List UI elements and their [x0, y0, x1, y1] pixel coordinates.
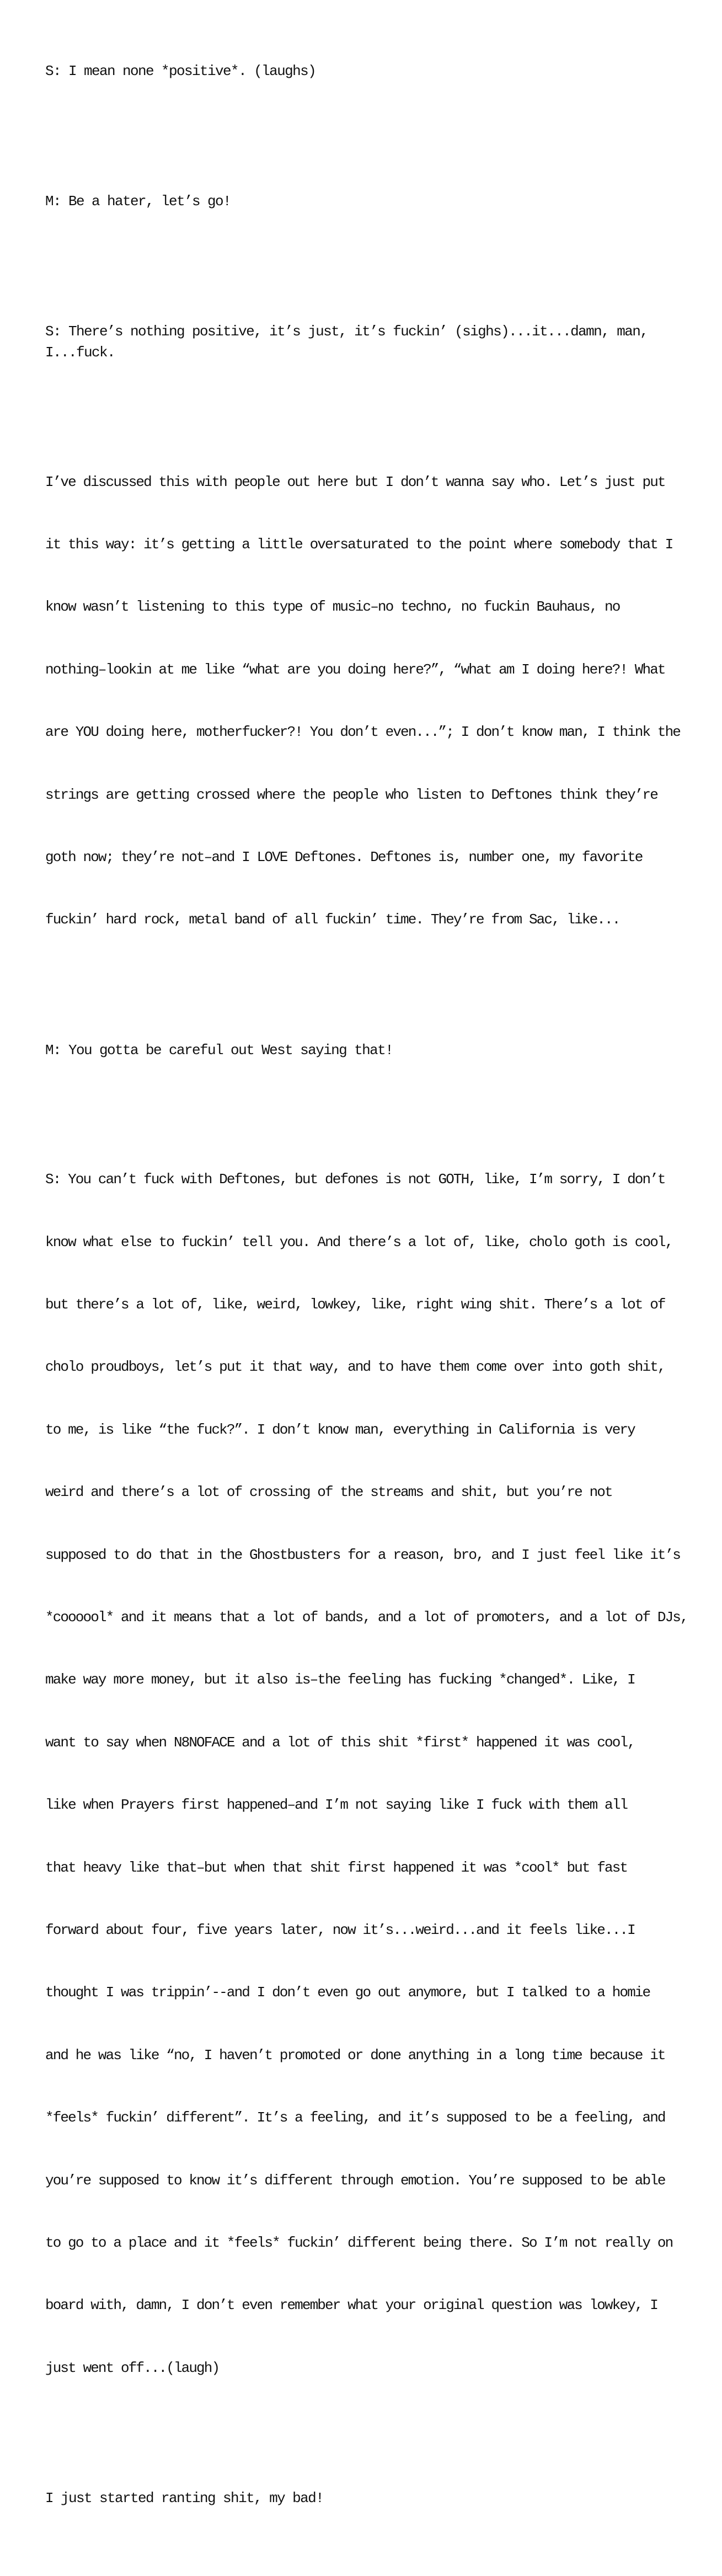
- text-line: make way more money, but it also is–the feeling has fucking *changed*. Like, I: [45, 1671, 635, 1688]
- transcript-paragraph: [45, 19, 713, 124]
- text-line: cholo proudboys, let’s put it that way, and to have them come over into goth shit,: [45, 1359, 665, 1376]
- text-line: fuckin’ hard rock, metal band of all fuckin’ time. They’re from Sac, like...: [45, 911, 620, 928]
- transcript-paragraph: [45, 1128, 713, 2420]
- text-line: to me, is like “the fuck?”. I don’t know man, everything in California is very: [45, 1421, 635, 1438]
- transcript-paragraph: [45, 149, 713, 254]
- text-line: to go to a place and it *feels* fuckin’ different being there. So I’m not really on: [45, 2234, 673, 2251]
- text-line: you’re supposed to know it’s different through emotion. You’re supposed to be able: [45, 2172, 665, 2189]
- text-line: know what else to fuckin’ tell you. And there’s a lot of, like, cholo goth is cool,: [45, 1233, 673, 1250]
- text-line: S: There’s nothing positive, it’s just, it’s fuckin’ (sighs)...it...damn, man, I...fuck.: [45, 323, 656, 361]
- text-line: thought I was trippin’--and I don’t even go out anymore, but I talked to a homie: [45, 1984, 650, 2001]
- transcript-paragraph: [45, 2446, 713, 2551]
- text-line: strings are getting crossed where the people who listen to Deftones think they’re: [45, 786, 657, 803]
- text-line: *feels* fuckin’ different”. It’s a feeling, and it’s supposed to be a feeling, and: [45, 2109, 665, 2126]
- text-line: know wasn’t listening to this type of music–no techno, no fuckin Bauhaus, no: [45, 598, 620, 616]
- text-line: and he was like “no, I haven’t promoted or done anything in a long time because it: [45, 2046, 665, 2064]
- text-line: forward about four, five years later, now it’s...weird...and it feels like...I: [45, 1922, 635, 1938]
- transcript-paragraph: [45, 998, 713, 1103]
- text-line: want to say when N8NOFACE and a lot of this shit *first* happened it was cool,: [45, 1734, 635, 1751]
- text-line: like when Prayers first happened–and I’m not saying like I fuck with them all: [45, 1797, 628, 1814]
- text-line: M: You gotta be careful out West saying that!: [45, 1041, 393, 1059]
- text-line: just went off...(laugh): [45, 2359, 220, 2376]
- text-line: I’ve discussed this with people out here but I don’t wanna say who. Let’s just put: [45, 473, 665, 490]
- text-line: goth now; they’re not–and I LOVE Deftones. Deftones is, number one, my favorite: [45, 848, 643, 865]
- transcript-paragraph: [45, 279, 713, 405]
- text-line: M: Be a hater, let’s go!: [45, 193, 231, 210]
- text-line: supposed to do that in the Ghostbusters for a reason, bro, and I just feel like it’s: [45, 1546, 681, 1563]
- text-line: S: I mean none *positive*. (laughs): [45, 63, 316, 79]
- text-line: S: You can’t fuck with Deftones, but defones is not GOTH, like, I’m sorry, I don’t: [45, 1171, 665, 1188]
- text-line: that heavy like that–but when that shit first happened it was *cool* but fast: [45, 1859, 628, 1876]
- text-line: I just started ranting shit, my bad!: [45, 2490, 324, 2507]
- text-line: it this way: it’s getting a little oversaturated to the point where somebody that I: [45, 536, 673, 553]
- text-line: are YOU doing here, motherfucker?! You don’t even...”; I don’t know man, I think the: [45, 724, 681, 741]
- transcript-paragraph: [45, 430, 713, 972]
- text-line: board with, damn, I don’t even remember what your original question was lowkey, I: [45, 2297, 657, 2314]
- text-line: nothing–lookin at me like “what are you doing here?”, “what am I doing here?! What: [45, 661, 665, 678]
- transcript-page: [45, 19, 713, 2576]
- text-line: but there’s a lot of, like, weird, lowkey, like, right wing shit. There’s a lot of: [45, 1296, 665, 1313]
- text-line: weird and there’s a lot of crossing of the streams and shit, but you’re not: [45, 1484, 612, 1501]
- text-line: *coooool* and it means that a lot of bands, and a lot of promoters, and a lot of DJs,: [45, 1609, 688, 1626]
